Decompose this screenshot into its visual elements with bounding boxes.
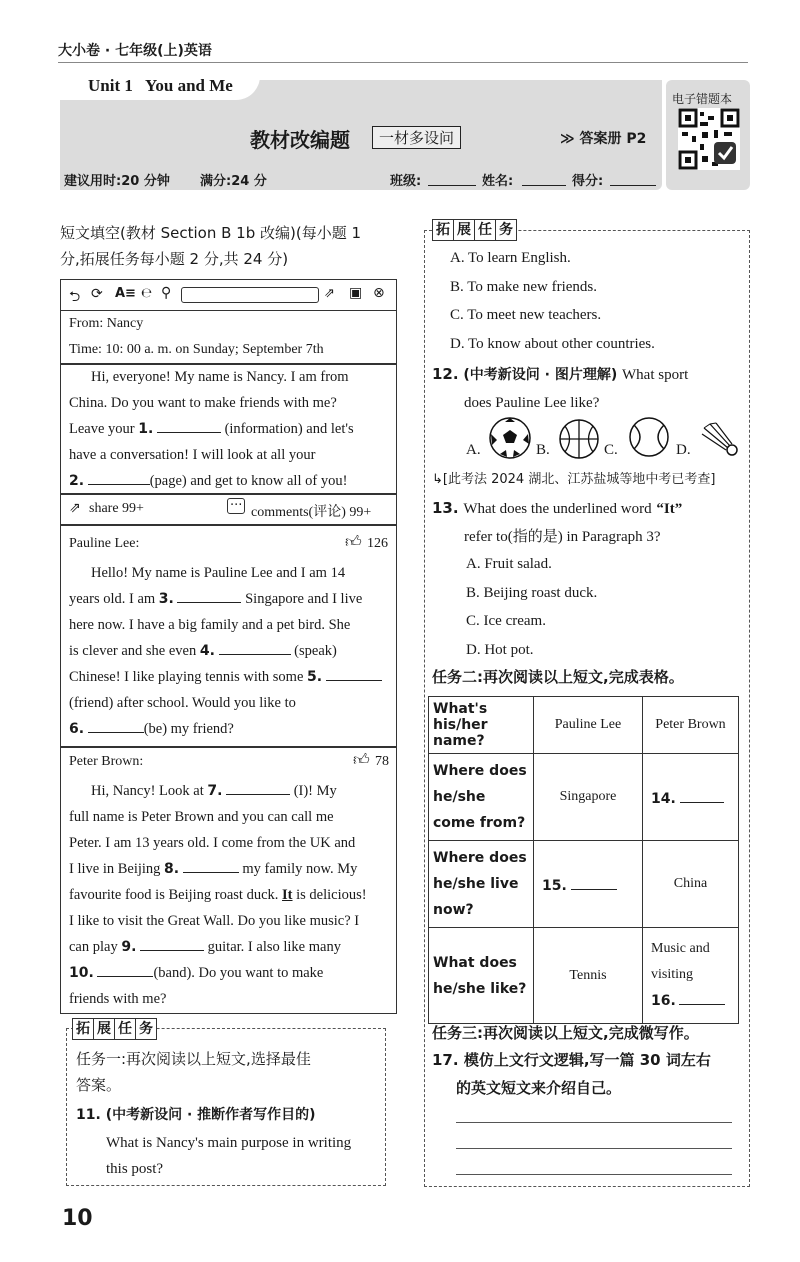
info-table xyxy=(428,696,739,1024)
peter-message: Hi, Nancy! Look at 7. (I)! My full name is Peter Brown and you can call me Peter. I am 13 years old. I come from the UK and I live in Beijing 8. my family now. My favourite food is Beijing roast duck. It is delicious! I like to visit the Great Wall. Do you like music? I can play 9. guitar. I also like many 10. (band). Do you want to make friends with me? xyxy=(69,778,391,1012)
like-icon[interactable]: 👍︎ xyxy=(345,532,362,551)
banner xyxy=(60,72,750,190)
font-icon[interactable]: A≡ xyxy=(115,286,136,301)
blank-6[interactable] xyxy=(88,718,144,733)
page-number: 10 xyxy=(62,1206,93,1231)
header-rule xyxy=(58,62,748,63)
name-label: 姓名: xyxy=(482,174,514,189)
table-row-label: Where does he/she come from? xyxy=(429,754,534,841)
browser-toolbar xyxy=(61,280,396,311)
score-field-label: 得分: xyxy=(572,174,604,189)
writing-line[interactable] xyxy=(456,1122,732,1123)
answer-ref: ≫ 答案册 P2 xyxy=(560,131,647,147)
task3-title: 任务三:再次阅读以上短文,完成微写作。 xyxy=(432,1024,699,1042)
blank-10[interactable] xyxy=(97,962,153,977)
blank-1[interactable] xyxy=(157,418,221,433)
table-cell: Singapore xyxy=(534,754,643,841)
task1-instruction: 任务一:再次阅读以上短文,选择最佳 答案。 xyxy=(76,1050,311,1094)
table-cell: China xyxy=(643,841,739,928)
q12-option-b[interactable]: B. xyxy=(536,442,550,458)
like-icon[interactable]: 👍︎ xyxy=(353,750,370,769)
share-post-icon[interactable]: ⇗ xyxy=(69,500,81,516)
peter-name: Peter Brown: xyxy=(69,754,144,769)
shuttlecock-icon xyxy=(700,422,740,458)
name-field[interactable] xyxy=(522,185,566,186)
q11-options xyxy=(450,244,655,358)
post-time: Time: 10: 00 a. m. on Sunday; September 7th xyxy=(69,342,324,357)
table-cell: 15. xyxy=(534,841,643,928)
basketball-icon xyxy=(558,418,600,460)
time-label: 建议用时:20 分钟 xyxy=(64,174,170,189)
blank-9[interactable] xyxy=(140,936,204,951)
book-title: 大小卷 · 七年级(上)英语 xyxy=(58,43,212,59)
q12-option-c[interactable]: C. xyxy=(604,442,618,458)
share-count[interactable]: share 99+ xyxy=(89,501,144,516)
score-label: 满分:24 分 xyxy=(200,174,267,189)
q11-question: What is Nancy's main purpose in writing this post? xyxy=(106,1135,352,1177)
close-icon[interactable]: ⊗ xyxy=(373,285,385,301)
back-icon[interactable]: ⮌ xyxy=(69,289,81,305)
q13-option-a[interactable]: A. Fruit salad. xyxy=(466,556,552,572)
qr-label: 电子错题本 xyxy=(672,92,733,106)
class-label: 班级: xyxy=(390,174,422,189)
task2-title: 任务二:再次阅读以上短文,完成表格。 xyxy=(432,668,684,686)
edge-icon[interactable]: ℮ xyxy=(141,286,153,301)
q12-note: ↳[此考法 2024 湖北、江苏盐城等地中考已考查] xyxy=(432,472,716,487)
q12-question: 12. (中考新设问 · 图片理解) What sport does Pauline Lee like? xyxy=(432,365,689,411)
pauline-message: Hello! My name is Pauline Lee and I am 14 years old. I am 3. Singapore and I live here now. I have a big family and a pet bird. She is clever and she even 4. (speak) Chinese! I like playing tennis with some 5. (friend) after school. Would you like to 6. (be) my friend? xyxy=(69,560,391,742)
table-header: What's his/her name? xyxy=(429,697,534,754)
peter-likes: 78 xyxy=(375,754,389,769)
nancy-message: Hi, everyone! My name is Nancy. I am from China. Do you want to make friends with me? Leave your 1. (information) and let's have a conversation! I will look at all your 2. (page) and get to know all of you! xyxy=(69,369,354,489)
cube-icon[interactable]: ▣ xyxy=(349,285,363,301)
q13-option-b[interactable]: B. Beijing roast duck. xyxy=(466,584,598,601)
class-field[interactable] xyxy=(428,185,476,186)
search-icon[interactable]: ⚲ xyxy=(161,285,172,301)
blank-15[interactable] xyxy=(571,875,617,890)
pauline-likes: 126 xyxy=(367,536,388,551)
share-icon[interactable]: ⇗ xyxy=(324,286,335,301)
blank-7[interactable] xyxy=(226,780,290,795)
q13-option-d[interactable]: D. Hot pot. xyxy=(466,641,534,658)
address-bar[interactable] xyxy=(181,287,319,303)
social-post xyxy=(60,279,397,1014)
q11-option-b[interactable]: B. To make new friends. xyxy=(450,278,597,295)
tennis-ball-icon xyxy=(628,416,670,458)
q13-question: 13. What does the underlined word “It” refer to(指的是) in Paragraph 3? xyxy=(432,499,683,545)
comment-count[interactable]: comments(评论) 99+ xyxy=(251,505,372,520)
blank-4[interactable] xyxy=(219,640,291,655)
table-row-label: Where does he/she live now? xyxy=(429,841,534,928)
ext-tag: 拓 展 任 务 xyxy=(432,219,517,241)
table-header: Pauline Lee xyxy=(534,697,643,754)
blank-14[interactable] xyxy=(680,788,724,803)
pauline-name: Pauline Lee: xyxy=(69,536,140,551)
qr-code-icon[interactable] xyxy=(678,108,740,170)
score-field[interactable] xyxy=(610,185,656,186)
blank-5[interactable] xyxy=(326,666,382,681)
writing-line[interactable] xyxy=(456,1148,732,1149)
blank-16[interactable] xyxy=(679,990,725,1005)
blank-8[interactable] xyxy=(183,858,239,873)
q17-question: 17. 模仿上文行文逻辑,写一篇 30 词左右 的英文短文来介绍自己。 xyxy=(432,1051,711,1097)
q12-option-a[interactable]: A. xyxy=(466,442,481,458)
refresh-icon[interactable]: ⟳ xyxy=(91,286,103,302)
ext-tag: 拓 展 任 务 xyxy=(72,1018,157,1040)
q13-options xyxy=(466,550,597,664)
table-cell: Tennis xyxy=(534,928,643,1024)
q11-option-c[interactable]: C. To meet new teachers. xyxy=(450,307,602,323)
post-from: From: Nancy xyxy=(69,316,144,331)
writing-line[interactable] xyxy=(456,1174,732,1175)
underlined-it: It xyxy=(282,887,293,903)
table-header: Peter Brown xyxy=(643,697,739,754)
table-cell: Music and visiting 16. xyxy=(643,928,739,1024)
q11-option-a[interactable]: A. To learn English. xyxy=(450,250,571,266)
q12-option-d[interactable]: D. xyxy=(676,442,691,458)
page-title: 教材改编题 xyxy=(250,128,350,152)
instructions: 短文填空(教材 Section B 1b 改编)(每小题 1 分,拓展任务每小题 2 分,共 24 分) xyxy=(60,224,362,268)
blank-2[interactable] xyxy=(88,470,150,485)
blank-3[interactable] xyxy=(177,588,241,603)
q13-option-c[interactable]: C. Ice cream. xyxy=(466,613,546,629)
comment-icon[interactable]: ··· xyxy=(227,498,245,514)
q11-heading: 11. (中考新设问 · 推断作者写作目的) xyxy=(76,1107,316,1123)
table-row-label: What does he/she like? xyxy=(429,928,534,1024)
unit-title: Unit 1 You and Me xyxy=(88,76,233,95)
badge: 一材多设问 xyxy=(372,126,461,149)
q11-option-d[interactable]: D. To know about other countries. xyxy=(450,335,655,352)
soccer-ball-icon xyxy=(488,416,532,460)
table-cell: 14. xyxy=(643,754,739,841)
